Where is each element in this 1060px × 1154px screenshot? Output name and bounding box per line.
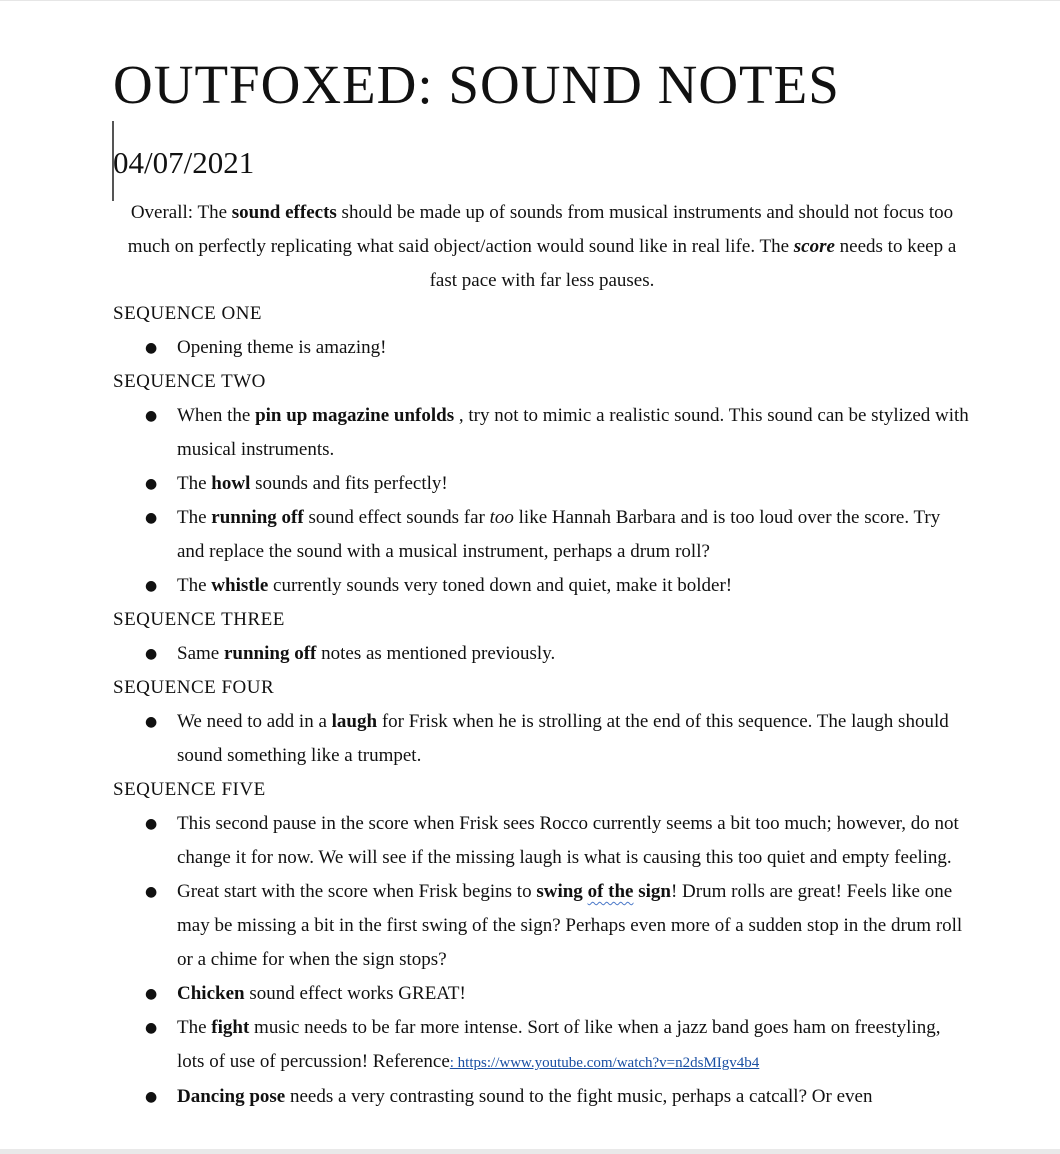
item-text: This second pause in the score when Frisk sees Rocco currently seems a bit too much; however, do not change it for now. We will see if the missing laugh is what is causing this too quiet and empty feeling. bbox=[177, 813, 959, 868]
list-item bbox=[113, 467, 971, 501]
item-italic: too bbox=[489, 507, 514, 528]
overall-bold-sound-effects: sound effects bbox=[231, 202, 337, 223]
bullet-icon: ● bbox=[145, 510, 158, 526]
list-item bbox=[113, 331, 971, 365]
bullet-icon: ● bbox=[145, 408, 158, 424]
item-bold: whistle bbox=[211, 575, 269, 596]
overall-paragraph bbox=[113, 196, 971, 298]
item-text: The bbox=[177, 575, 212, 596]
item-bold: laugh bbox=[331, 711, 378, 732]
sequence-two-heading: SEQUENCE TWO bbox=[113, 371, 266, 392]
sequence-one-list bbox=[113, 331, 971, 365]
item-text: music needs to be far more intense. Sort of like when a jazz band goes ham on freestyling, lots of use of percussion! Reference bbox=[177, 1017, 941, 1072]
item-text: sounds and fits perfectly! bbox=[250, 473, 448, 494]
bullet-icon: ● bbox=[145, 816, 158, 832]
document-title: OUTFOXED: SOUND NOTES bbox=[113, 54, 840, 115]
bullet-icon: ● bbox=[145, 578, 158, 594]
item-text: ! Drum rolls are great! Feels like one may be missing a bit in the first swing of the sign? Perhaps even more of a sudden stop in the drum roll or a chime for when the sign stops? bbox=[177, 881, 963, 970]
item-text: needs a very contrasting sound to the fight music, perhaps a catcall? Or even bbox=[285, 1086, 873, 1107]
item-text: Opening theme is amazing! bbox=[177, 337, 387, 358]
overall-mid: should be made up of sounds from musical instruments and should not focus too much on perfectly replicating what said object/action would sound like in real life. The bbox=[127, 202, 954, 257]
item-bold: Chicken bbox=[177, 983, 245, 1004]
item-text: We need to add in a bbox=[177, 711, 332, 732]
list-item bbox=[113, 875, 971, 977]
overall-prefix: Overall: The bbox=[130, 202, 232, 223]
sequence-five-list bbox=[113, 807, 971, 1114]
overall-suffix: needs to keep a fast pace with far less pauses. bbox=[429, 236, 957, 291]
list-item bbox=[113, 977, 971, 1011]
item-text: The bbox=[177, 473, 212, 494]
bullet-icon: ● bbox=[145, 646, 158, 662]
bullet-icon: ● bbox=[145, 340, 158, 356]
item-text: sound effect works GREAT! bbox=[244, 983, 466, 1004]
item-text: notes as mentioned previously. bbox=[316, 643, 556, 664]
item-bold: running off bbox=[211, 507, 304, 528]
item-text: sound effect sounds far bbox=[303, 507, 490, 528]
item-text: Same bbox=[177, 643, 224, 664]
sequence-five-heading: SEQUENCE FIVE bbox=[113, 779, 266, 800]
item-bold: swing bbox=[536, 881, 588, 902]
item-text: When the bbox=[177, 405, 256, 426]
item-text: currently sounds very toned down and quiet, make it bolder! bbox=[268, 575, 733, 596]
sequence-notes bbox=[113, 297, 971, 1114]
item-bold: fight bbox=[211, 1017, 250, 1038]
reference-link[interactable]: : https://www.youtube.com/watch?v=n2dsMIgv4b4 bbox=[449, 1055, 760, 1071]
list-item bbox=[113, 1011, 971, 1080]
item-bold: pin up magazine unfolds bbox=[255, 405, 455, 426]
item-text: for Frisk when he is strolling at the end of this sequence. The laugh should sound something like a trumpet. bbox=[177, 711, 949, 766]
list-item bbox=[113, 705, 971, 773]
item-text: , try not to mimic a realistic sound. This sound can be stylized with musical instruments. bbox=[177, 405, 969, 460]
bullet-icon: ● bbox=[145, 714, 158, 730]
list-item bbox=[113, 569, 971, 603]
page-bottom-edge bbox=[0, 1149, 1060, 1154]
item-text: The bbox=[177, 507, 212, 528]
item-text: The bbox=[177, 1017, 212, 1038]
bullet-icon: ● bbox=[145, 1089, 158, 1105]
item-text: Great start with the score when Frisk begins to bbox=[177, 881, 537, 902]
item-bold: howl bbox=[211, 473, 251, 494]
item-bold: running off bbox=[223, 643, 317, 664]
list-item bbox=[113, 501, 971, 569]
item-text: like Hannah Barbara and is too loud over the score. Try and replace the sound with a musical instrument, perhaps a drum roll? bbox=[177, 507, 941, 562]
bullet-icon: ● bbox=[145, 1020, 158, 1036]
list-item bbox=[113, 399, 971, 467]
item-bold: Dancing pose bbox=[177, 1086, 286, 1107]
sequence-one-heading: SEQUENCE ONE bbox=[113, 303, 263, 324]
sequence-two-list bbox=[113, 399, 971, 603]
sequence-three-heading: SEQUENCE THREE bbox=[113, 609, 285, 630]
sequence-four-heading: SEQUENCE FOUR bbox=[113, 677, 275, 698]
sequence-four-list bbox=[113, 705, 971, 773]
list-item bbox=[113, 637, 971, 671]
bullet-icon: ● bbox=[145, 476, 158, 492]
overall-bold-score: score bbox=[793, 236, 835, 257]
spellcheck-flagged-text[interactable]: of the bbox=[587, 881, 634, 902]
bullet-icon: ● bbox=[145, 884, 158, 900]
item-bold: sign bbox=[633, 881, 671, 902]
sequence-three-list bbox=[113, 637, 971, 671]
document-date: 04/07/2021 bbox=[113, 145, 255, 180]
list-item bbox=[113, 1080, 971, 1114]
bullet-icon: ● bbox=[145, 986, 158, 1002]
list-item bbox=[113, 807, 971, 875]
